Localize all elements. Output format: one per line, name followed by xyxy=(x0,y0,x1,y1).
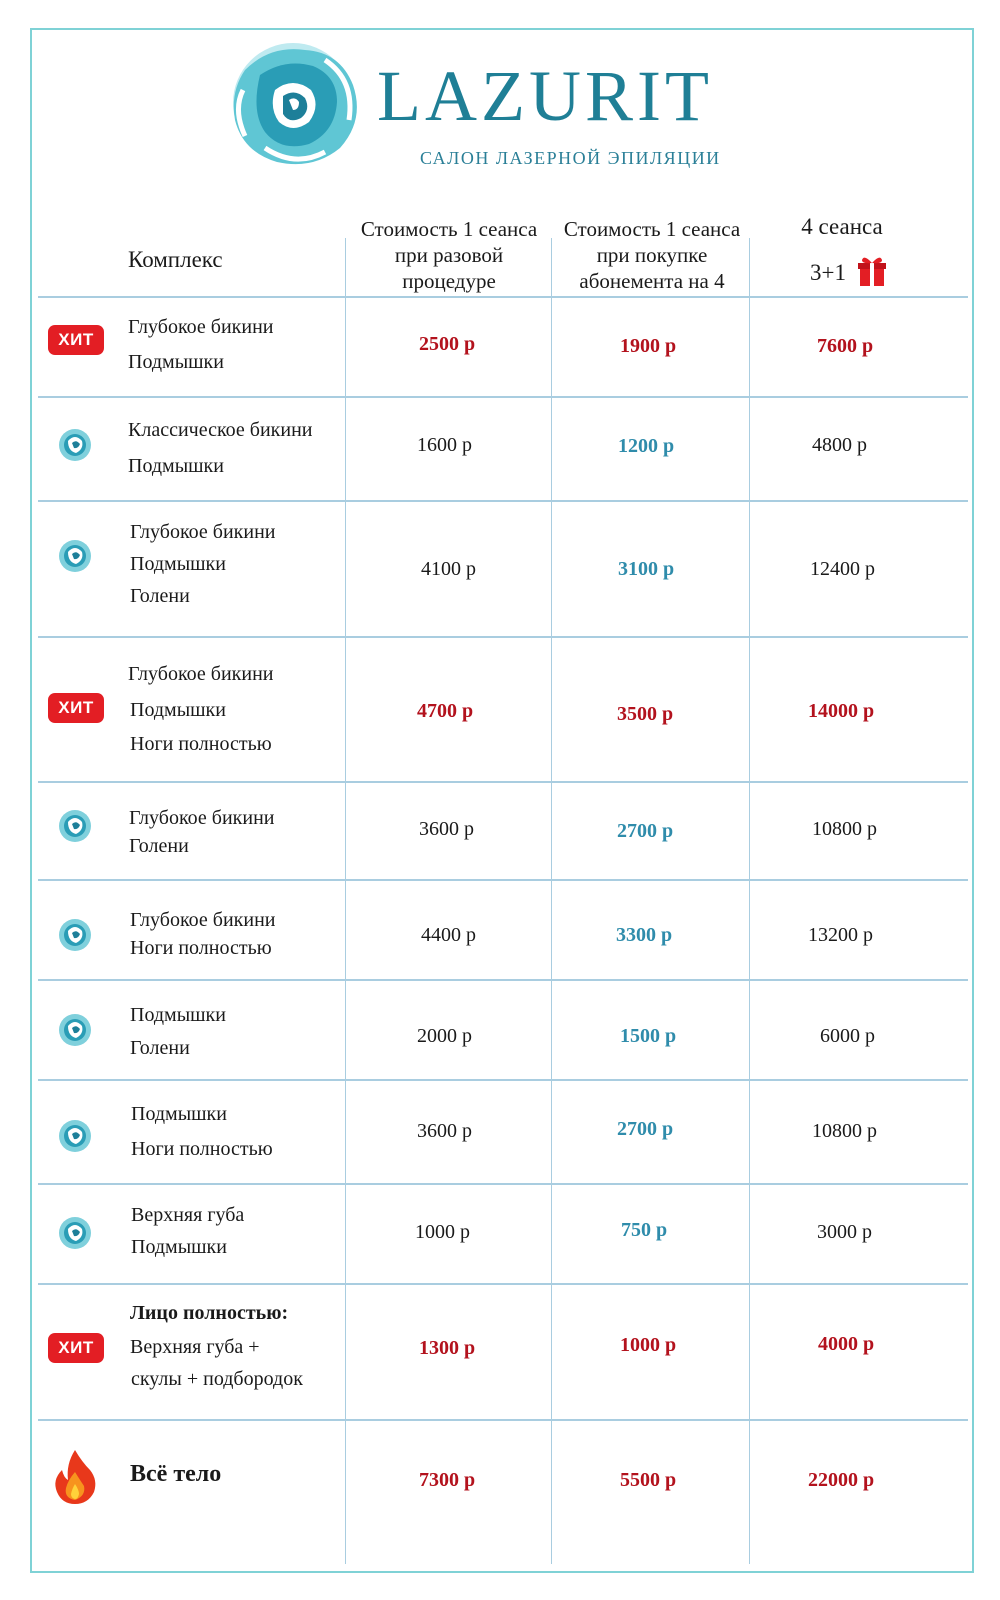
price-subscription: 1000 р xyxy=(620,1334,677,1356)
rose-icon xyxy=(56,427,94,463)
list-item: Глубокое бикини xyxy=(130,521,276,543)
price-single: 1600 р xyxy=(417,434,472,456)
row-divider xyxy=(38,1419,968,1421)
header-line: абонемента на 4 xyxy=(579,269,725,293)
list-item: Верхняя губа + xyxy=(130,1336,260,1358)
list-item: Подмышки xyxy=(131,1103,227,1125)
header-four-sessions xyxy=(752,214,932,240)
price-single: 7300 р xyxy=(419,1469,476,1491)
header-promo: 3+1 xyxy=(810,260,846,285)
row-divider xyxy=(38,296,968,298)
row-divider xyxy=(38,396,968,398)
header-line: процедуре xyxy=(402,269,496,293)
list-item: Верхняя губа xyxy=(131,1204,245,1226)
price-subscription: 3500 р xyxy=(617,703,674,725)
rose-icon xyxy=(56,1215,94,1251)
brand-name: LAZURIT xyxy=(377,56,713,136)
list-item: Лицо полностью: xyxy=(130,1302,289,1324)
fire-icon xyxy=(52,1448,98,1506)
rose-logo-icon xyxy=(225,40,365,170)
list-item: Подмышки xyxy=(130,1004,226,1026)
row-divider xyxy=(38,636,968,638)
list-item: Голени xyxy=(129,835,189,857)
price-four-sessions: 22000 р xyxy=(808,1469,875,1491)
list-item: Голени xyxy=(130,1037,190,1059)
list-item: Подмышки xyxy=(128,351,224,373)
list-item: Ноги полностью xyxy=(130,733,272,755)
header-single-price xyxy=(346,216,552,294)
hit-badge: ХИТ xyxy=(48,693,104,723)
price-subscription: 1500 р xyxy=(620,1025,677,1047)
hit-badge: ХИТ xyxy=(48,1333,104,1363)
list-item: Подмышки xyxy=(128,455,224,477)
price-single: 3600 р xyxy=(417,1120,472,1142)
price-four-sessions: 10800 р xyxy=(812,818,877,840)
price-single: 2500 р xyxy=(419,333,476,355)
price-subscription: 2700 р xyxy=(617,1118,674,1140)
price-subscription: 3100 р xyxy=(618,558,675,580)
price-four-sessions: 7600 р xyxy=(817,335,874,357)
row-divider xyxy=(38,1183,968,1185)
rose-icon xyxy=(56,538,94,574)
list-item: Глубокое бикини xyxy=(128,316,274,338)
price-subscription: 5500 р xyxy=(620,1469,677,1491)
price-single: 3600 р xyxy=(419,818,474,840)
list-item: Голени xyxy=(130,585,190,607)
list-item: скулы + подбородок xyxy=(131,1368,303,1390)
row-divider xyxy=(38,781,968,783)
price-four-sessions: 10800 р xyxy=(812,1120,877,1142)
list-item: Подмышки xyxy=(131,1236,227,1258)
price-single: 4700 р xyxy=(417,700,474,722)
list-item: Классическое бикини xyxy=(128,419,313,441)
header-line: Стоимость 1 сеанса xyxy=(563,217,741,241)
row-divider xyxy=(38,1079,968,1081)
list-item: Подмышки xyxy=(130,699,226,721)
list-item: Ноги полностью xyxy=(131,1138,273,1160)
price-subscription: 1200 р xyxy=(618,435,675,457)
price-four-sessions: 4800 р xyxy=(812,434,867,456)
header-complex: Комплекс xyxy=(128,247,223,272)
price-single: 4100 р xyxy=(421,558,476,580)
list-item: Глубокое бикини xyxy=(130,909,276,931)
list-item: Ноги полностью xyxy=(130,937,272,959)
rose-icon xyxy=(56,917,94,953)
price-subscription: 3300 р xyxy=(616,924,673,946)
rose-icon xyxy=(56,1118,94,1154)
price-four-sessions: 4000 р xyxy=(818,1333,875,1355)
price-four-sessions: 3000 р xyxy=(817,1221,872,1243)
header-subscription-price xyxy=(552,216,752,294)
row-divider xyxy=(38,1283,968,1285)
row-divider xyxy=(38,500,968,502)
list-item: Глубокое бикини xyxy=(128,663,274,685)
header-line: при разовой xyxy=(394,243,504,267)
price-single: 1300 р xyxy=(419,1337,476,1359)
header-line: Стоимость 1 сеанса xyxy=(360,217,538,241)
price-four-sessions: 14000 р xyxy=(808,700,875,722)
price-subscription: 2700 р xyxy=(617,820,674,842)
brand-logo xyxy=(225,40,735,180)
column-divider xyxy=(551,238,552,1564)
column-divider xyxy=(345,238,346,1564)
price-four-sessions: 12400 р xyxy=(810,558,875,580)
brand-subtitle: САЛОН ЛАЗЕРНОЙ ЭПИЛЯЦИИ xyxy=(420,148,721,168)
gift-icon xyxy=(856,254,888,288)
row-divider xyxy=(38,979,968,981)
rose-icon xyxy=(56,1012,94,1048)
header-line: 4 сеанса xyxy=(801,214,883,239)
hit-badge: ХИТ xyxy=(48,325,104,355)
list-item: Подмышки xyxy=(130,553,226,575)
price-subscription: 1900 р xyxy=(620,335,677,357)
price-single: 1000 р xyxy=(415,1221,470,1243)
price-single: 2000 р xyxy=(417,1025,472,1047)
price-four-sessions: 6000 р xyxy=(820,1025,875,1047)
row-divider xyxy=(38,879,968,881)
column-divider xyxy=(749,238,750,1564)
header-line: при покупке xyxy=(596,243,708,267)
rose-icon xyxy=(56,808,94,844)
list-item: Глубокое бикини xyxy=(129,807,275,829)
price-subscription: 750 р xyxy=(621,1219,668,1241)
price-single: 4400 р xyxy=(421,924,476,946)
list-item: Всё тело xyxy=(130,1461,222,1487)
price-four-sessions: 13200 р xyxy=(808,924,873,946)
